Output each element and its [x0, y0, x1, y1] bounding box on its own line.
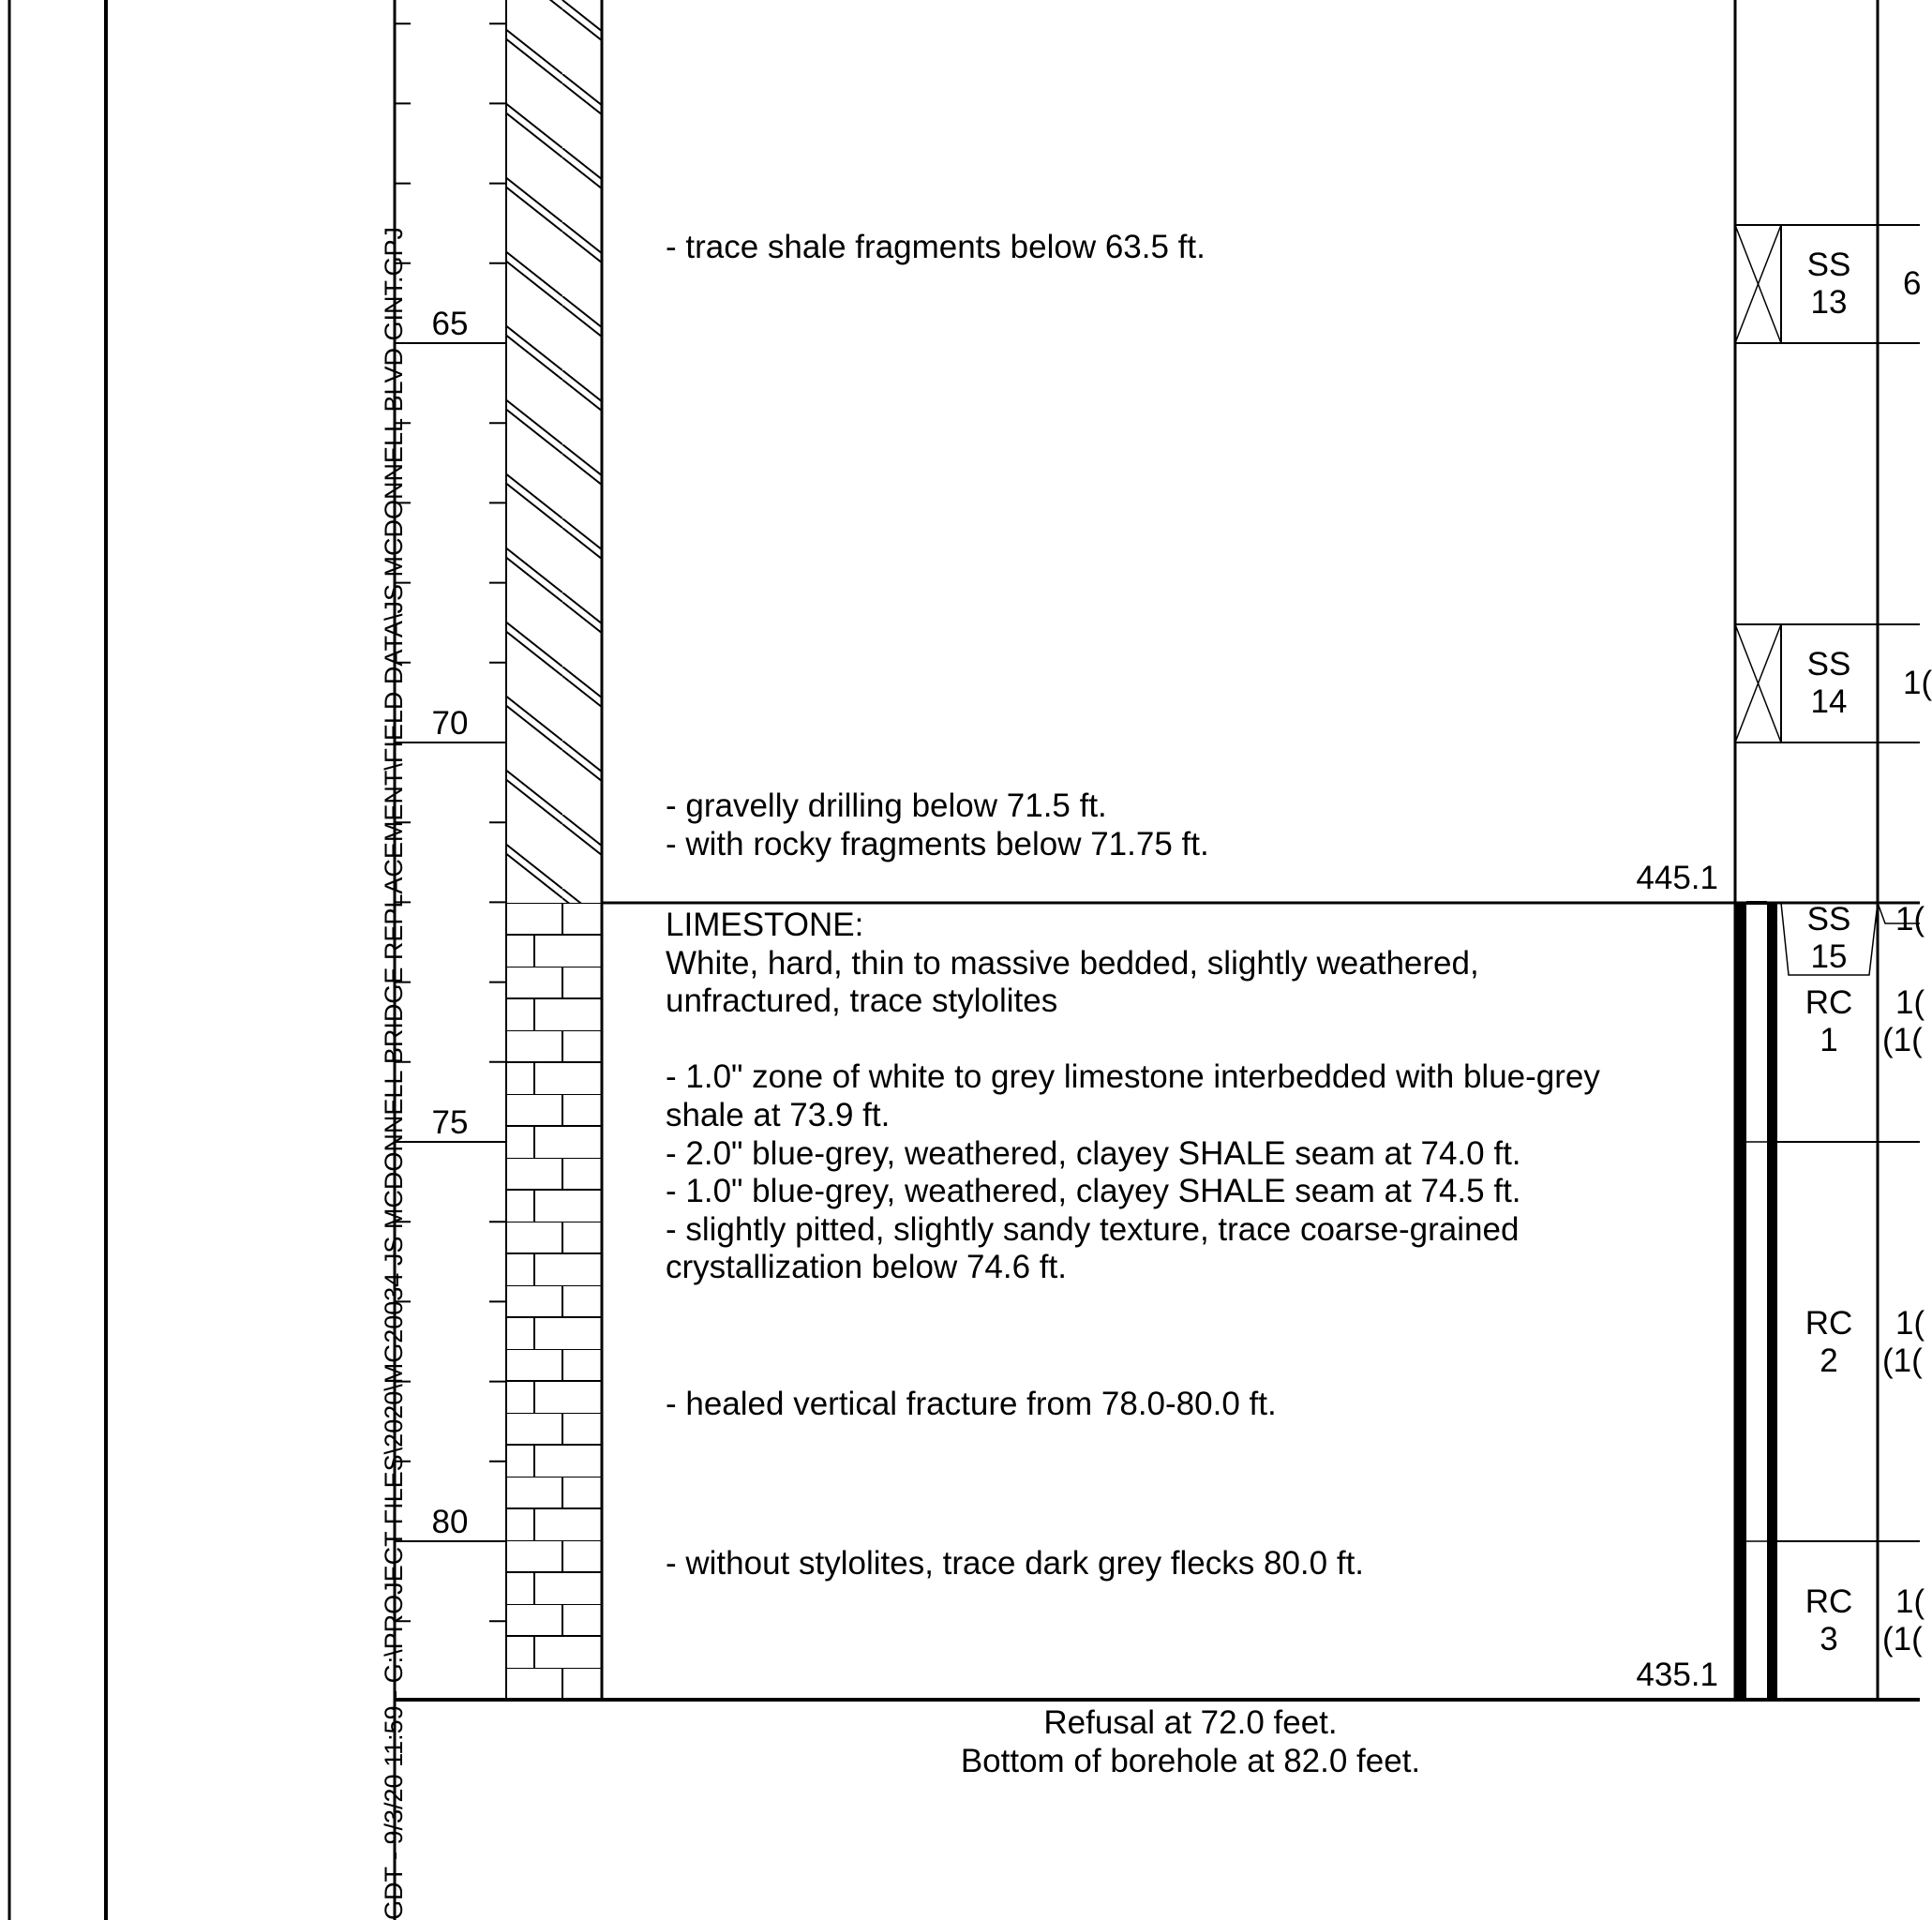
value-ss15: 1(	[1895, 901, 1925, 938]
clipped-blow-count-column	[1879, 0, 1932, 1920]
limestone-note-fracture: - healed vertical fracture from 78.0-80.0 ft.	[666, 1386, 1277, 1422]
limestone-note: - 1.0" blue-grey, weathered, clayey SHALE seam at 74.5 ft.	[666, 1173, 1521, 1210]
rock-core-bar-left	[1736, 903, 1746, 1700]
value-ss14: 1(	[1903, 665, 1932, 701]
value-rc3: 1(	[1895, 1583, 1925, 1620]
footer-refusal: Refusal at 72.0 feet.	[1043, 1704, 1338, 1741]
value-rc1: 1(	[1895, 984, 1925, 1021]
limestone-note: crystallization below 74.6 ft.	[666, 1249, 1067, 1286]
sidebar-file-path: GDT - 9/3/20 11:59 - G:\PROJECT FILES\2020\MG20034 JS MCDONNELL BRIDGE REPLACEMENT\FIELD DATA\JS MCDONNELL BLVD GINT.GPJ	[380, 226, 408, 1920]
sample-rc1: RC 1	[1805, 984, 1853, 1058]
limestone-note: - 1.0" zone of white to grey limestone interbedded with blue-grey	[666, 1058, 1600, 1096]
limestone-heading: LIMESTONE:	[666, 907, 864, 943]
elevation-bottom-limestone: 435.1	[1636, 1657, 1718, 1693]
limestone-note: shale at 73.9 ft.	[666, 1096, 891, 1133]
limestone-description	[666, 907, 1600, 1287]
sample-ss14: SS 14	[1806, 646, 1851, 720]
depth-ticks	[395, 23, 506, 1621]
soil-note-gravelly-drilling: - gravelly drilling below 71.5 ft.	[666, 788, 1107, 824]
limestone-note: - 2.0" blue-grey, weathered, clayey SHALE seam at 74.0 ft.	[666, 1134, 1521, 1172]
depth-label-65: 65	[431, 306, 469, 342]
clay-graphic-hatch	[507, 0, 601, 903]
soil-note-rocky-fragments: - with rocky fragments below 71.75 ft.	[666, 826, 1209, 862]
depth-label-75: 75	[431, 1104, 469, 1141]
limestone-line-2: unfractured, trace stylolites	[666, 982, 1058, 1020]
soil-note-shale-fragments: - trace shale fragments below 63.5 ft.	[666, 229, 1206, 265]
sample-ss13: SS 13	[1806, 247, 1851, 321]
value-ss13: 6	[1903, 265, 1922, 302]
value-rc2-paren: (1(	[1882, 1342, 1923, 1379]
depth-label-70: 70	[431, 705, 469, 742]
depth-label-80: 80	[431, 1504, 469, 1540]
value-rc1-paren: (1(	[1882, 1022, 1923, 1058]
rock-core-bar-right	[1767, 903, 1777, 1700]
limestone-note-flecks: - without stylolites, trace dark grey flecks 80.0 ft.	[666, 1545, 1365, 1582]
limestone-line-1: White, hard, thin to massive bedded, slightly weathered,	[666, 944, 1479, 982]
value-rc3-paren: (1(	[1882, 1621, 1923, 1658]
footer-bottom: Bottom of borehole at 82.0 feet.	[960, 1743, 1421, 1779]
value-rc2: 1(	[1895, 1305, 1925, 1342]
elevation-top-limestone: 445.1	[1636, 860, 1718, 896]
sample-ss15: SS 15	[1806, 901, 1851, 975]
sample-rc2: RC 2	[1805, 1305, 1853, 1379]
limestone-note: - slightly pitted, slightly sandy texture, trace coarse-grained	[666, 1210, 1520, 1248]
sample-rc3: RC 3	[1805, 1583, 1853, 1658]
limestone-graphic-brick	[507, 903, 601, 1700]
